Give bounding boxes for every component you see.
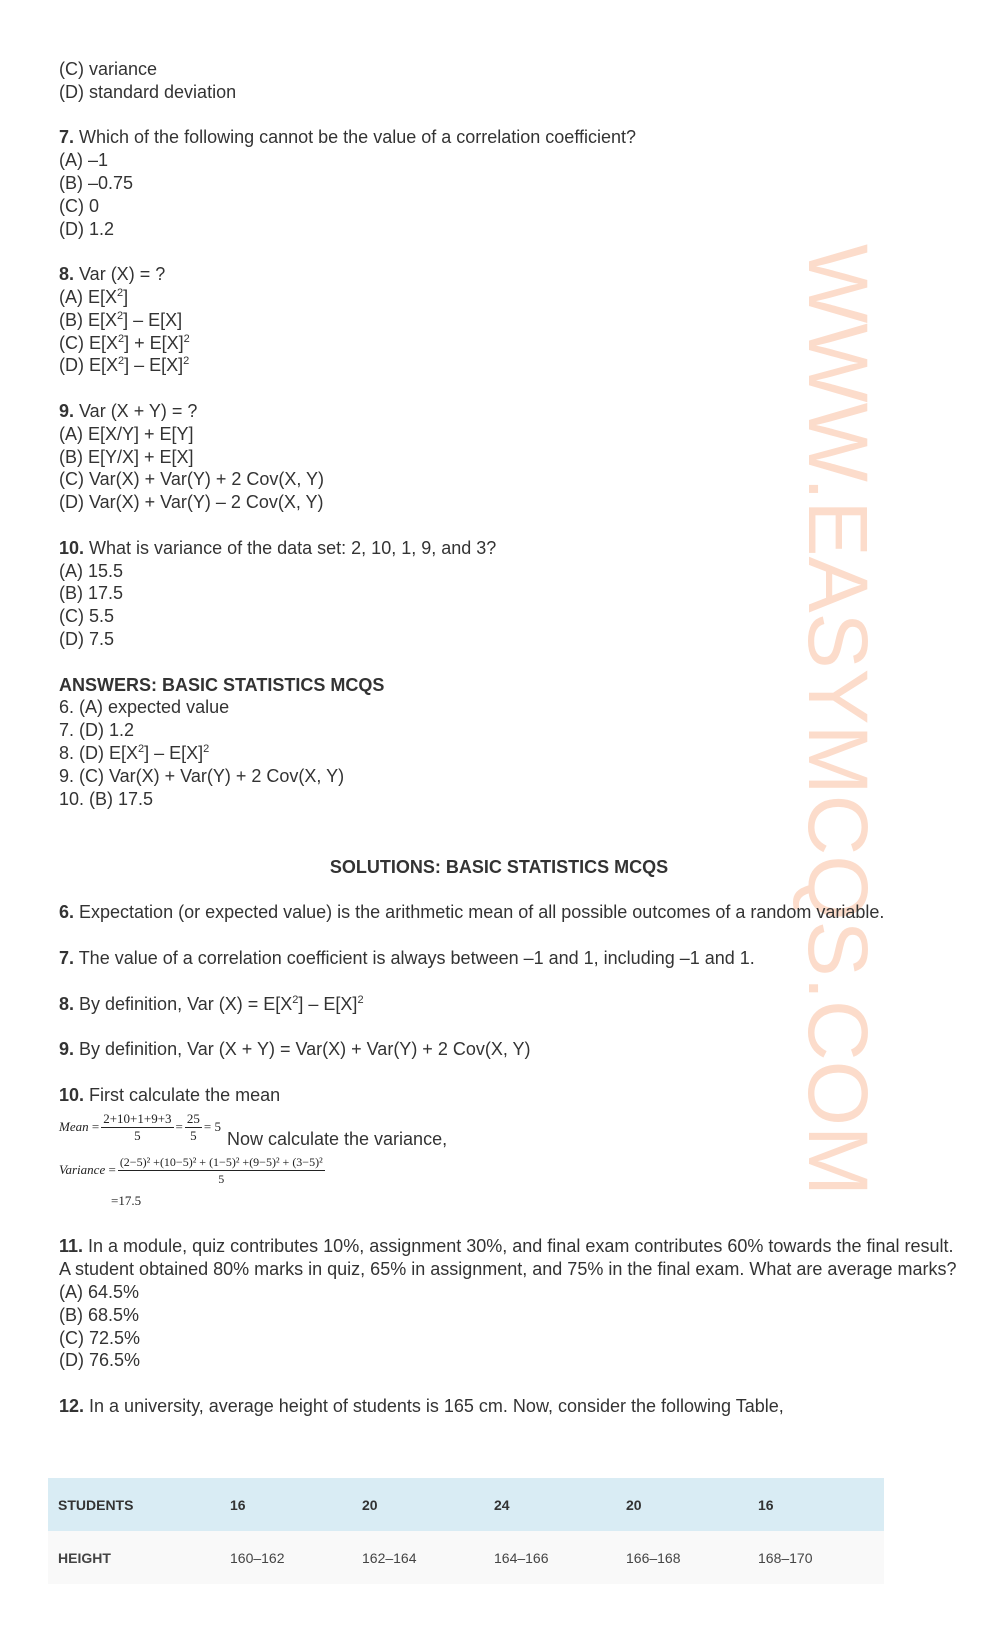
question-11: 11. In a module, quiz contributes 10%, assignment 30%, and final exam contributes 60% towards the final result. A student obtained 80% marks in quiz, 65% in assignment, and 75% in the final exam. What are average marks? (A) 64.5% (B) 68.5% (C) 72.5% (D) 76.5% <box>59 1235 959 1372</box>
question-number: 10. <box>59 537 85 558</box>
question-text: Var (X) = ? <box>74 264 166 285</box>
solution-8: 8. By definition, Var $(X) = E[X^2] - E[X]^2$ <box>59 993 364 1014</box>
height-table <box>48 1478 884 1584</box>
table-row <box>48 1531 884 1584</box>
answer: 10. (B) 17.5 <box>59 788 154 809</box>
option: (D) 1.2 <box>59 218 115 239</box>
option: (D) Var(X) + Var(Y) – 2 Cov(X, Y) <box>59 492 324 513</box>
row-header: STUDENTS <box>48 1478 220 1531</box>
question-9 <box>59 400 959 514</box>
option: (C) 5.5 <box>59 606 115 627</box>
question-text: What is variance of the data set: 2, 10, 1, 9, and 3? <box>84 537 497 558</box>
document-body <box>59 58 959 1441</box>
option: (B) –0.75 <box>59 172 134 193</box>
option: (B) E[Y/X] + E[X] <box>59 446 194 467</box>
answer: 8. (D) $E[X^2] - E[X]^2$ <box>59 742 210 763</box>
answer: 7. (D) 1.2 <box>59 720 135 741</box>
solution-7: 7. The value of a correlation coefficient is always between –1 and 1, including –1 and 1. <box>59 948 755 969</box>
option: (C) 0 <box>59 195 99 216</box>
question-12: 12. In a university, average height of students is 165 cm. Now, consider the following Table, <box>59 1396 784 1417</box>
option: (C) $E[X^2] + E[X]^2$ <box>59 332 190 353</box>
option: (A) –1 <box>59 150 109 171</box>
watermark: WWW.EASYMCQS.COM <box>791 244 885 1196</box>
solutions-heading: SOLUTIONS: BASIC STATISTICS MCQS <box>329 856 669 877</box>
option: (B) 17.5 <box>59 583 124 604</box>
question-number: 7. <box>59 127 75 148</box>
question-7 <box>59 126 959 240</box>
option: (D) 76.5% <box>59 1350 141 1371</box>
option: (C) 72.5% <box>59 1327 141 1348</box>
option: (C) Var(X) + Var(Y) + 2 Cov(X, Y) <box>59 469 325 490</box>
question-text: Var (X + Y) = ? <box>74 400 198 421</box>
now-calc-text: Now calculate the variance, <box>226 1128 448 1149</box>
option: (A) 15.5 <box>59 560 124 581</box>
answer: 6. (A) expected value <box>59 697 230 718</box>
solution-6: 6. Expectation (or expected value) is the arithmetic mean of all possible outcomes of a random variable. <box>59 902 885 923</box>
question-10 <box>59 537 959 651</box>
question-number: 8. <box>59 264 75 285</box>
option: (A) $E[X^2]$ <box>59 286 129 307</box>
option: (B) 68.5% <box>59 1304 140 1325</box>
table-cell: 20 <box>352 1478 484 1531</box>
option: (D) $E[X^2] - E[X]^2$ <box>59 355 190 376</box>
question-text: Which of the following cannot be the value of a correlation coefficient? <box>74 127 637 148</box>
table-cell: 164–166 <box>484 1531 616 1584</box>
table-cell: 24 <box>484 1478 616 1531</box>
row-header: HEIGHT <box>48 1531 220 1584</box>
table-cell: 16 <box>220 1478 352 1531</box>
table-cell: 16 <box>748 1478 884 1531</box>
table-cell: 168–170 <box>748 1531 884 1584</box>
option: (D) 7.5 <box>59 628 115 649</box>
q6-options <box>59 58 959 104</box>
solution-9: 9. By definition, Var (X + Y) = Var(X) + Var(Y) + 2 Cov(X, Y) <box>59 1039 531 1060</box>
table-cell: 20 <box>616 1478 748 1531</box>
option: (A) 64.5% <box>59 1282 140 1303</box>
variance-formula: Variance = $\frac{\text{(2−5)² +(10−5)² + (1−5)² +(9−5)² + (3−5)²}}{5}$ <box>59 1155 323 1187</box>
table-cell: 160–162 <box>220 1531 352 1584</box>
question-number: 9. <box>59 400 75 421</box>
solution-10: 10. First calculate the mean Mean = $\frac{2+10+1+9+3}{5}$ = $\frac{25}{5}$ = 5 Now calculate the variance, Variance = $\frac{\text{(2−5)² +(10−5)² + (1−5)² +(9−5)² + (3−5)²}}{5}$ =17.5 <box>59 1084 959 1213</box>
mean-formula: Mean = $\frac{2+10+1+9+3}{5}$ = $\frac{25}{5}$ = 5 Now calculate the variance, <box>59 1111 448 1149</box>
option: (B) $E[X^2] - E[X]$ <box>59 309 183 330</box>
table-row <box>48 1478 884 1531</box>
question-8 <box>59 263 959 377</box>
option: (C) variance <box>59 59 158 79</box>
table-cell: 162–164 <box>352 1531 484 1584</box>
answer: 9. (C) Var(X) + Var(Y) + 2 Cov(X, Y) <box>59 765 345 786</box>
variance-result: =17.5 <box>111 1192 142 1208</box>
answers-section <box>59 674 959 811</box>
option: (D) standard deviation <box>59 81 237 102</box>
option: (A) E[X/Y] + E[Y] <box>59 423 194 444</box>
answers-heading: ANSWERS: BASIC STATISTICS MCQS <box>59 674 385 695</box>
table-cell: 166–168 <box>616 1531 748 1584</box>
